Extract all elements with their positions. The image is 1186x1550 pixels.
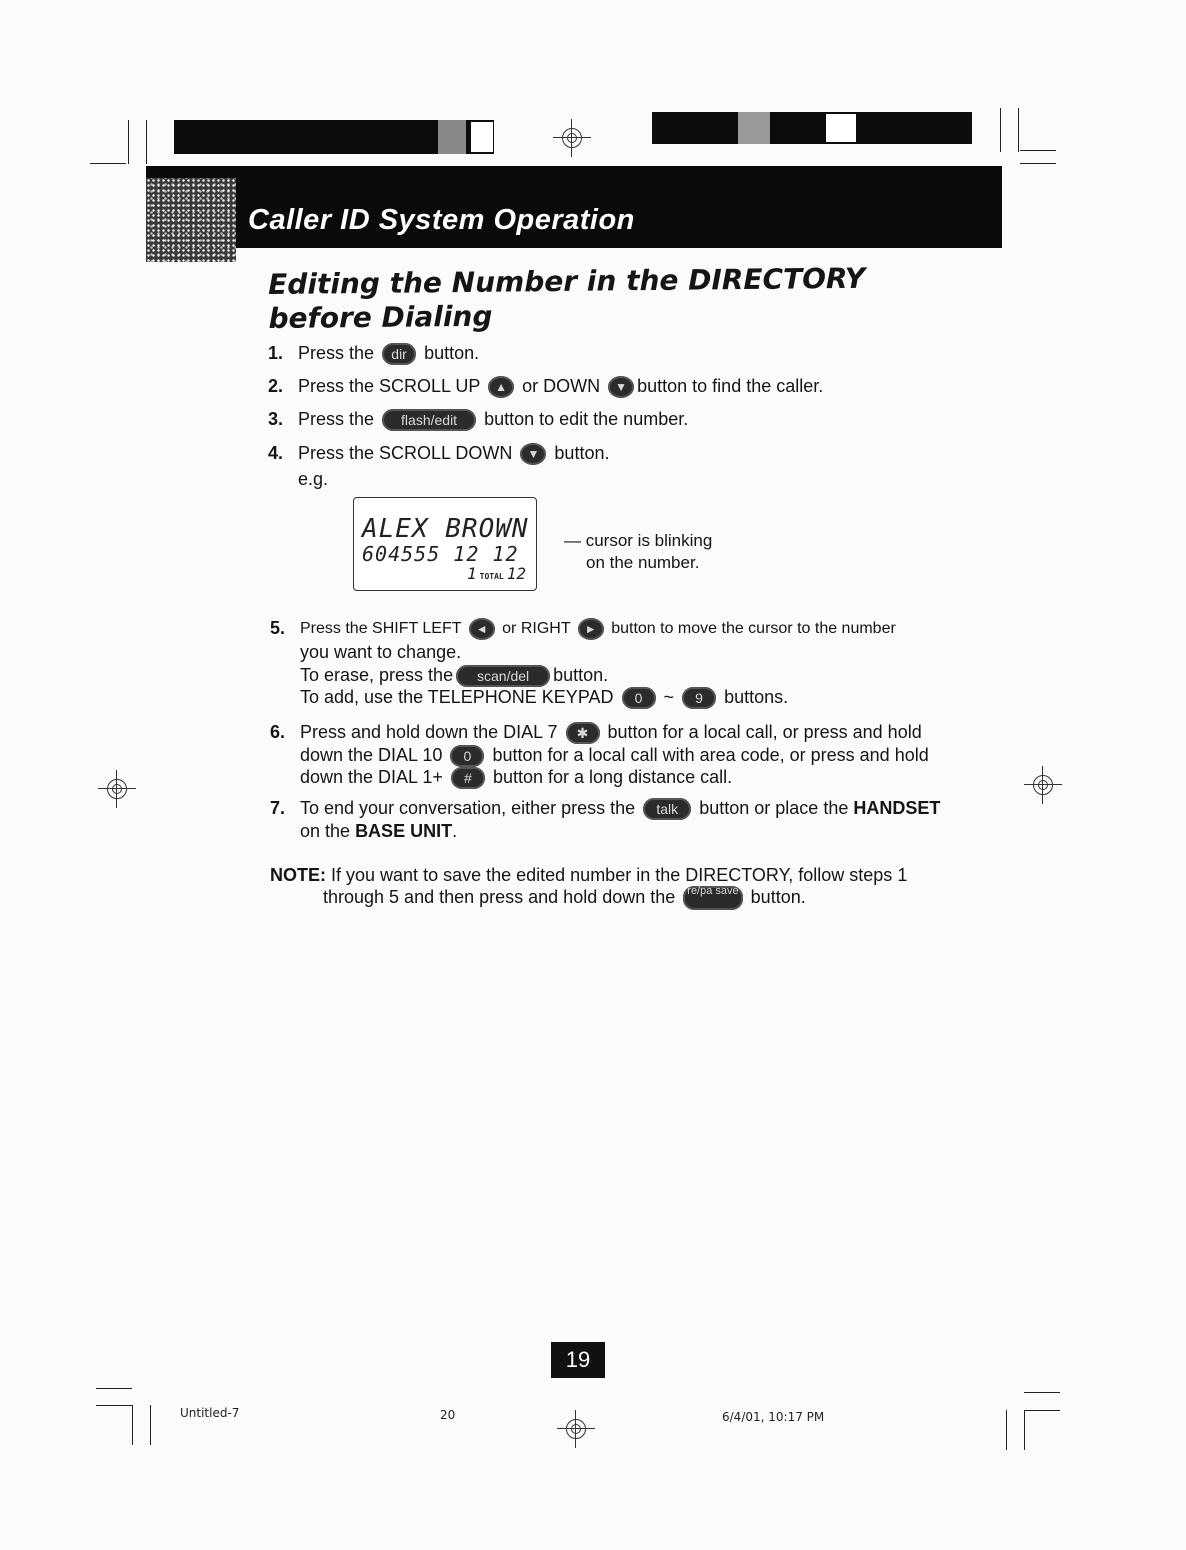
color-bar-swatch: [738, 112, 770, 144]
lcd-total: 12: [506, 564, 526, 583]
footer-timestamp: 6/4/01, 10:17 PM: [722, 1410, 825, 1424]
step-7-line-2: [300, 820, 457, 843]
crop-mark: [1024, 1410, 1060, 1411]
step-number: 6.: [270, 722, 286, 742]
step-text: down the DIAL 10: [300, 745, 443, 765]
step-text: buttons.: [724, 687, 789, 707]
crop-mark: [1006, 1410, 1007, 1450]
lcd-display: [353, 497, 537, 591]
step-text: button.: [424, 343, 480, 363]
crop-mark: [1020, 150, 1056, 151]
footer-sheet: 20: [440, 1408, 456, 1422]
repa-save-button-icon: re/pa save: [683, 886, 742, 910]
header-title: Caller ID System Operation: [248, 204, 635, 236]
pound-button-icon: #: [451, 767, 485, 789]
annotation-line: on the number.: [586, 553, 700, 572]
step-text: button to move the cursor to the number: [611, 620, 896, 637]
dir-button-icon: dir: [382, 343, 416, 365]
keypad-0-icon: 0: [622, 687, 656, 709]
step-5-line-4: [300, 686, 788, 709]
note-line-1: [270, 864, 907, 887]
step-text: To erase, press the: [300, 665, 454, 685]
step-text: .: [452, 821, 458, 841]
step-text: button for a local call, or press and hold: [607, 722, 922, 742]
lcd-annotation: [564, 530, 712, 574]
step-text: Press the SCROLL UP: [298, 376, 481, 396]
crop-mark: [1024, 1410, 1025, 1450]
footer-filename: Untitled-7: [180, 1406, 240, 1420]
step-number: 5.: [270, 618, 286, 638]
step-text: down the DIAL 1+: [300, 767, 443, 787]
step-text: button for a local call with area code, or press and hold: [492, 745, 929, 765]
note-text: through 5 and then press and hold down the: [323, 887, 676, 907]
step-number: 3.: [268, 409, 284, 429]
note-text: button.: [750, 887, 806, 907]
step-text-bold: BASE UNIT: [355, 821, 453, 841]
registration-mark: [98, 770, 136, 808]
step-6-line-3: [300, 766, 732, 789]
note-label: NOTE:: [270, 865, 326, 885]
scroll-up-icon: ▲: [488, 376, 514, 398]
crop-mark: [1024, 1392, 1060, 1393]
scroll-down-icon: ▼: [608, 376, 634, 398]
step-text: or RIGHT: [502, 620, 571, 637]
keypad-9-icon: 9: [682, 687, 716, 709]
color-bar-swatch: [438, 120, 466, 154]
registration-mark: [553, 119, 591, 157]
step-number: 4.: [268, 443, 284, 463]
registration-mark: [1024, 766, 1062, 804]
color-bar-swatch: [470, 121, 494, 153]
crop-mark: [146, 120, 147, 164]
zero-button-icon: 0: [450, 745, 484, 767]
crop-mark: [90, 163, 126, 164]
annotation-line: — cursor is blinking: [564, 531, 713, 550]
step-6-line-2: [300, 744, 929, 767]
step-text: button for a long distance call.: [492, 767, 733, 787]
star-button-icon: ✱: [566, 722, 600, 744]
talk-button-icon: talk: [643, 798, 691, 820]
header-pattern: [146, 178, 236, 262]
step-text: Press the: [298, 343, 375, 363]
lcd-index: 1: [467, 564, 477, 583]
step-text: button to edit the number.: [484, 409, 689, 429]
step-text: button.: [553, 665, 609, 685]
scan-del-button-icon: scan/del: [456, 665, 550, 687]
lcd-line-3: [467, 564, 526, 583]
step-text: button or place the: [699, 798, 849, 818]
step-text: To add, use the TELEPHONE KEYPAD: [300, 687, 614, 707]
step-5-line-3: [300, 664, 608, 687]
crop-mark: [132, 1405, 133, 1445]
note-text: If you want to save the edited number in the DIRECTORY, follow steps 1: [331, 865, 908, 885]
crop-mark: [96, 1388, 132, 1389]
crop-mark: [1000, 108, 1001, 152]
shift-right-icon: ►: [578, 618, 604, 640]
page-number: 19: [551, 1342, 605, 1378]
step-number: 2.: [268, 376, 284, 396]
step-text: Press and hold down the DIAL 7: [300, 722, 558, 742]
step-number: 1.: [268, 343, 284, 363]
crop-mark: [128, 120, 129, 164]
step-text: Press the SCROLL DOWN: [298, 443, 513, 463]
step-5-line-2: you want to change.: [300, 642, 462, 662]
flash-edit-button-icon: flash/edit: [382, 409, 476, 431]
crop-mark: [1020, 163, 1056, 164]
color-bar-right: [652, 112, 972, 144]
step-text: on the: [300, 821, 351, 841]
step-text: or DOWN: [522, 376, 601, 396]
color-bar-swatch: [826, 114, 856, 142]
registration-mark: [557, 1410, 595, 1448]
crop-mark: [1018, 108, 1019, 152]
lcd-line-1: ALEX BROWN: [362, 514, 529, 544]
step-text: button.: [554, 443, 610, 463]
section-title: Editing the Number in the DIRECTORY before Dialing: [268, 261, 866, 335]
scroll-down-icon: ▼: [520, 443, 546, 465]
step-text: ~: [663, 687, 675, 707]
note-line-2: [323, 886, 806, 910]
step-text: Press the: [298, 409, 375, 429]
lcd-total-label: TOTAL: [479, 572, 504, 581]
crop-mark: [96, 1405, 132, 1406]
step-text-bold: HANDSET: [853, 798, 941, 818]
step-text: Press the SHIFT LEFT: [300, 620, 462, 637]
shift-left-icon: ◄: [469, 618, 495, 640]
example-label: e.g.: [298, 469, 329, 489]
step-text: button to find the caller.: [637, 376, 824, 396]
lcd-line-2: 604555 12 12: [362, 542, 519, 566]
crop-mark: [150, 1405, 151, 1445]
step-text: To end your conversation, either press the: [300, 798, 636, 818]
step-number: 7.: [270, 798, 286, 818]
